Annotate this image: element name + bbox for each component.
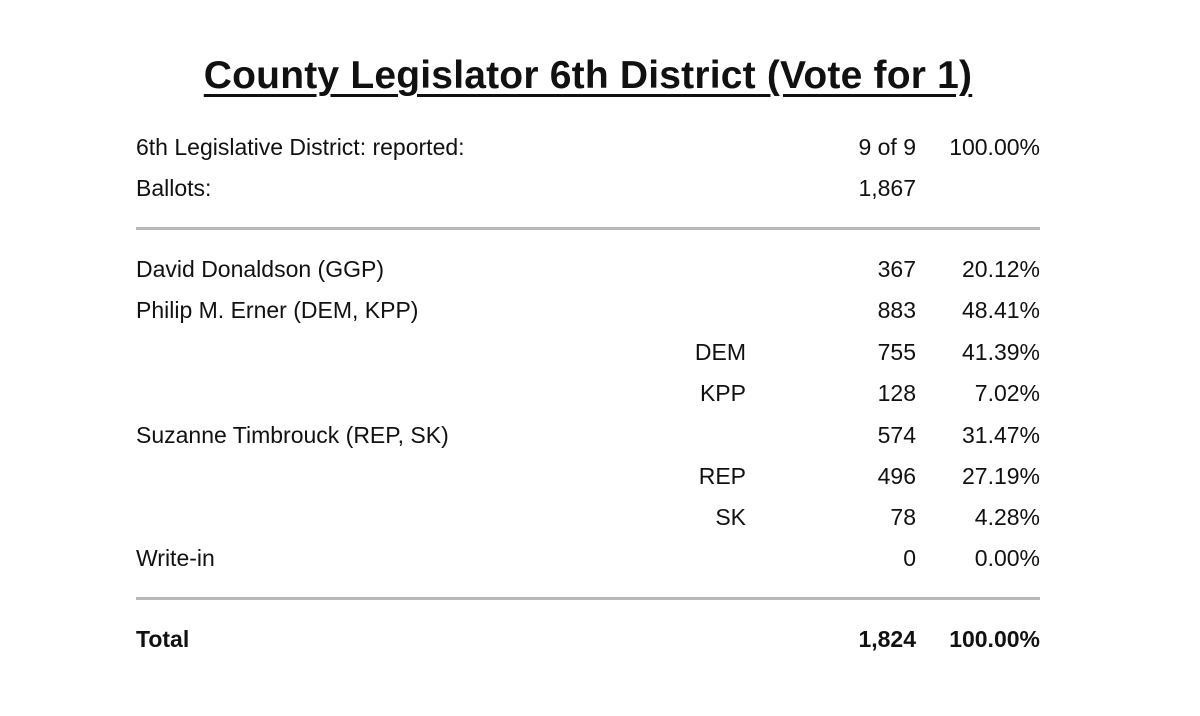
result-row [136,337,1040,367]
result-row [136,378,1040,408]
vote-count: 78 [890,504,916,530]
vote-percent: 0.00% [974,545,1040,571]
ballots-label: Ballots: [136,175,212,201]
vote-percent: 4.28% [974,504,1040,530]
vote-percent: 48.41% [961,297,1040,323]
candidate-name: Write-in [136,545,215,571]
reported-value: 9 of 9 [858,134,916,160]
divider [136,227,1040,230]
vote-count: 367 [877,256,916,282]
reported-label: 6th Legislative District: reported: [136,134,465,160]
ballots-value: 1,867 [858,175,916,201]
vote-count: 574 [877,422,916,448]
vote-percent: 7.02% [974,380,1040,406]
divider [136,597,1040,600]
total-row [136,624,1040,654]
vote-count: 496 [877,463,916,489]
result-row [136,295,1040,325]
result-row [136,420,1040,450]
reported-pct: 100.00% [949,134,1040,160]
party-label: KPP [699,380,746,406]
page-title: County Legislator 6th District (Vote for 1) [203,54,973,97]
vote-count: 755 [877,339,916,365]
vote-percent: 31.47% [961,422,1040,448]
vote-percent: 27.19% [961,463,1040,489]
total-label: Total [136,626,190,652]
vote-count: 128 [877,380,916,406]
vote-percent: 41.39% [961,339,1040,365]
total-percent: 100.00% [949,626,1040,652]
reported-row [136,132,1040,162]
result-row [136,543,1040,573]
result-row [136,461,1040,491]
result-row [136,254,1040,284]
candidate-name: Philip M. Erner (DEM, KPP) [136,297,419,323]
candidate-name: David Donaldson (GGP) [136,256,384,282]
vote-percent: 20.12% [961,256,1040,282]
party-label: DEM [694,339,746,365]
vote-count: 883 [877,297,916,323]
party-label: SK [715,504,746,530]
candidate-name: Suzanne Timbrouck (REP, SK) [136,422,449,448]
result-row [136,502,1040,532]
party-label: REP [698,463,746,489]
vote-count: 0 [903,545,916,571]
ballots-row [136,173,1040,203]
total-votes: 1,824 [858,626,916,652]
